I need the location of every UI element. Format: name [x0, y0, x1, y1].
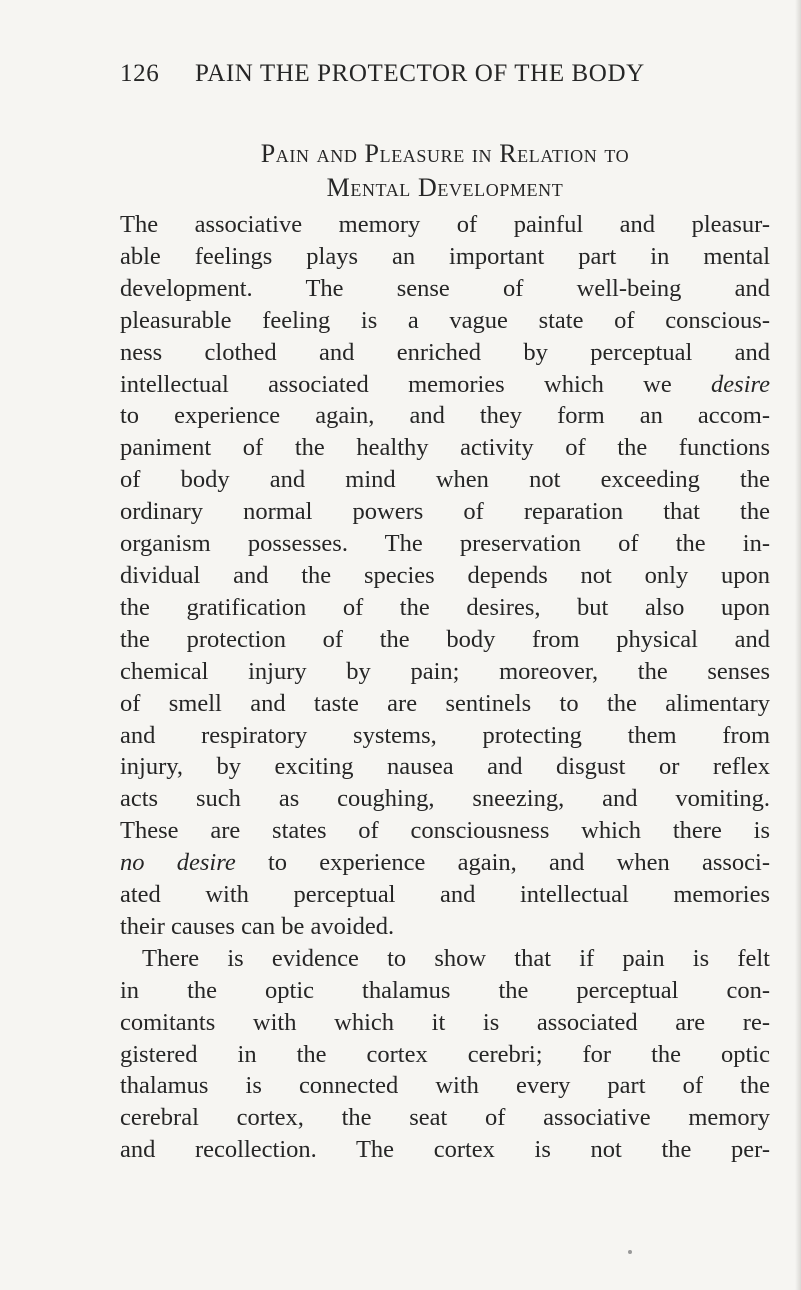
italic-no-desire: no desire	[120, 849, 236, 877]
text-line: their causes can be avoided.	[120, 912, 395, 940]
text-line: cerebral cortex, the seat of associative memory	[120, 1104, 770, 1132]
text-line: paniment of the healthy activity of the functions	[120, 434, 770, 462]
section-heading-line: Pain and Pleasure in Relation to	[260, 139, 630, 168]
running-title: PAIN THE PROTECTOR OF THE BODY	[195, 60, 645, 87]
text-line	[120, 369, 770, 401]
text-line	[120, 847, 770, 879]
text-line: ated with perceptual and intellectual memories	[120, 881, 770, 909]
ink-speck	[628, 1250, 632, 1254]
text-run: intellectual associated memories which we	[120, 370, 712, 398]
text-line: organism possesses. The preservation of the in-	[120, 530, 770, 558]
text-line: the protection of the body from physical and	[120, 625, 770, 653]
running-header	[120, 60, 770, 94]
text-line: development. The sense of well-being and	[120, 274, 770, 302]
text-line: the gratification of the desires, but also upon	[120, 593, 770, 621]
text-line: able feelings plays an important part in mental	[120, 242, 770, 270]
text-line: ness clothed and enriched by perceptual and	[120, 338, 770, 366]
text-line: of body and mind when not exceeding the	[120, 466, 770, 494]
text-line: pleasurable feeling is a vague state of conscious-	[120, 306, 770, 334]
body-text	[120, 209, 770, 1166]
text-line: of smell and taste are sentinels to the alimentary	[120, 689, 770, 717]
italic-desire: desire	[711, 370, 770, 398]
text-line: These are states of consciousness which there is	[120, 817, 770, 845]
text-line: thalamus is connected with every part of the	[120, 1072, 770, 1100]
text-line: in the optic thalamus the perceptual con-	[120, 976, 770, 1004]
text-line: chemical injury by pain; moreover, the senses	[120, 657, 770, 685]
text-line: and respiratory systems, protecting them from	[120, 721, 770, 749]
text-line: The associative memory of painful and pleasur-	[120, 211, 770, 238]
text-line: injury, by exciting nausea and disgust or reflex	[120, 753, 770, 781]
section-heading-line: Mental Development	[326, 173, 564, 202]
text-line: dividual and the species depends not only upon	[120, 561, 770, 589]
text-run: to experience again, and when associ-	[235, 849, 770, 877]
text-line: to experience again, and they form an accom-	[120, 402, 770, 430]
text-line: ordinary normal powers of reparation that the	[120, 498, 770, 526]
text-line: There is evidence to show that if pain is felt	[142, 944, 770, 972]
text-line: gistered in the cortex cerebri; for the optic	[120, 1040, 770, 1068]
page-number: 126	[120, 60, 160, 87]
text-line: acts such as coughing, sneezing, and vomiting.	[120, 785, 770, 813]
section-heading	[120, 137, 770, 205]
text-line: comitants with which it is associated are re-	[120, 1008, 770, 1036]
page-edge-shadow	[795, 0, 801, 1290]
text-line: and recollection. The cortex is not the per-	[120, 1136, 770, 1164]
